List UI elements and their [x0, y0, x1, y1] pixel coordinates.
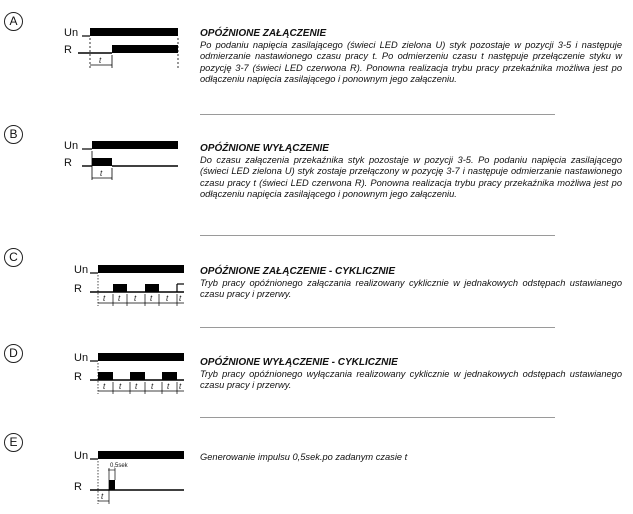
section-divider [200, 327, 555, 328]
section-divider [200, 114, 555, 115]
un-signal-high [92, 141, 178, 149]
un-signal-label: Un [74, 352, 89, 364]
mode-letter-badge: E [4, 433, 23, 452]
mode-title: OPÓŹNIONE ZAŁĄCZENIE - CYKLICZNIE [200, 266, 395, 277]
mode-title: OPÓŹNIONE WYŁĄCZENIE - CYKLICZNIE [200, 357, 398, 368]
timing-diagram-a-svg [60, 26, 185, 74]
time-label: t [135, 382, 138, 391]
mode-description: Po podaniu napięcia zasilającego (świeci LED zielona U) styk pozostaje w pozycji 3-5 i następuje odmierzanie nastawionego czasu pracy t. Po odmierzeniu czasu t następuje przełączenie styku w pozycję 3-7 (świeci LED czerwona R). Ponowna realizacja trybu pracy przekaźnika możliwa jest po odłączeniu napięcia zasilającego i ponownym jego załączeniu. [200, 40, 622, 84]
time-label: t [167, 382, 170, 391]
timing-diagram-e-svg [60, 446, 185, 506]
un-signal-high [90, 28, 178, 36]
mode-title: OPÓŹNIONE ZAŁĄCZENIE [200, 28, 327, 39]
r-signal-pulse [145, 284, 159, 292]
section-divider [200, 235, 555, 236]
time-label: t [100, 169, 103, 178]
r-signal-pulse [113, 284, 127, 292]
mode-title: OPÓŹNIONE WYŁĄCZENIE [200, 143, 329, 154]
timing-diagram [60, 138, 185, 186]
r-signal-label: R [74, 283, 82, 295]
mode-description: Do czasu załączenia przekaźnika styk pozostaje w pozycji 3-5. Po podaniu napięcia zasilającego (świeci LED zielona U) styk zostaje przełączony w pozycję 3-7 i następuje odmierzanie nastawionego czasu pracy t (świeci LED czerwona R). Ponowna realizacja trybu pracy przekaźnika możliwa jest po odłączeniu napięcia zasilającego i ponownym jego załączeniu. [200, 155, 622, 199]
r-signal-pulse [162, 372, 177, 380]
mode-description-block [200, 143, 622, 200]
mode-description-block [200, 452, 622, 463]
un-signal-high [98, 353, 184, 361]
mode-description-block [200, 357, 622, 392]
timing-diagram [60, 446, 185, 506]
r-signal-label: R [74, 371, 82, 383]
mode-description: Tryb pracy opóźnionego wyłączania realizowany cyklicznie w jednakowych odstępach ustawianego czasu pracy i przerwy. [200, 369, 622, 391]
section-divider [200, 417, 555, 418]
r-signal-label: R [64, 44, 72, 56]
time-labels [103, 382, 182, 391]
time-label: t [119, 382, 122, 391]
time-label: t [151, 382, 154, 391]
mode-description: Generowanie impulsu 0,5sek.po zadanym czasie t [200, 452, 408, 462]
timing-diagram-b-svg [60, 138, 185, 186]
timing-diagram [60, 26, 185, 74]
un-signal-high [98, 265, 184, 273]
pulse-duration-label: 0,5sek [110, 463, 128, 469]
mode-description-block [200, 28, 622, 85]
un-signal-high [98, 451, 184, 459]
time-label: t [103, 382, 106, 391]
un-signal-label: Un [64, 27, 79, 39]
time-label: t [166, 294, 169, 303]
r-signal-label: R [74, 481, 82, 493]
timing-diagram-d-svg [60, 350, 185, 398]
time-label: t [179, 382, 182, 391]
time-label: t [103, 294, 106, 303]
r-signal-pulse [109, 480, 115, 490]
time-label: t [150, 294, 153, 303]
time-label: t [99, 56, 102, 65]
time-labels [103, 294, 182, 303]
r-signal-label: R [64, 157, 72, 169]
time-label: t [101, 492, 104, 501]
un-signal-label: Un [74, 450, 89, 462]
un-signal-label: Un [64, 140, 79, 152]
time-label: t [134, 294, 137, 303]
r-signal-pulse [98, 372, 113, 380]
mode-letter-badge: B [4, 125, 23, 144]
un-signal-label: Un [74, 264, 89, 276]
time-label: t [179, 294, 182, 303]
r-signal-high [112, 45, 178, 53]
mode-description-block [200, 266, 622, 301]
mode-description: Tryb pracy opóźnionego załączania realizowany cyklicznie w jednakowych odstępach ustawianego czasu pracy i przerwy. [200, 278, 622, 300]
timing-diagram [60, 262, 185, 310]
mode-letter-badge: A [4, 12, 23, 31]
r-signal-high [92, 158, 112, 166]
timing-diagram-c-svg [60, 262, 185, 310]
mode-letter-badge: D [4, 344, 23, 363]
mode-letter-badge: C [4, 248, 23, 267]
timing-diagram [60, 350, 185, 398]
time-label: t [118, 294, 121, 303]
r-signal-pulse [130, 372, 145, 380]
